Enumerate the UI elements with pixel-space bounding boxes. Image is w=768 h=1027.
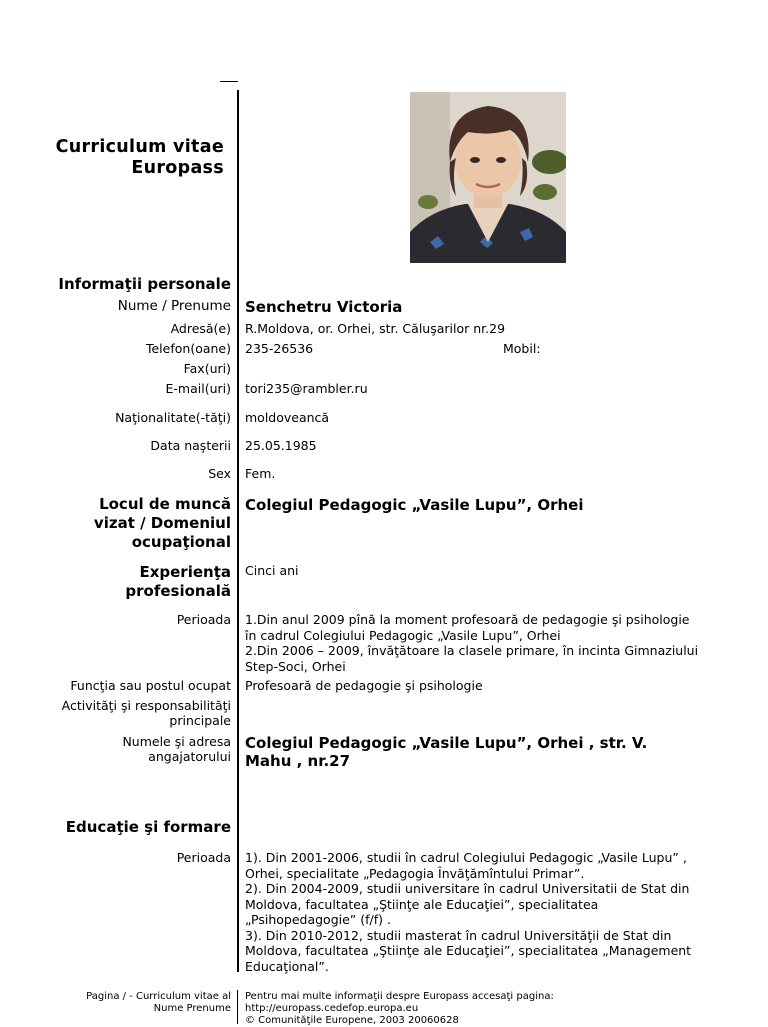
fax-label: Fax(uri) bbox=[183, 361, 231, 376]
page-title bbox=[56, 137, 224, 179]
employer-value bbox=[245, 734, 647, 770]
nationality-value: moldoveancă bbox=[245, 410, 330, 425]
experience-label-line-1: Experienţa bbox=[139, 563, 231, 581]
experience-period-line-1: 1.Din anul 2009 pînă la moment profesoară de pedagogie şi psihologie bbox=[245, 612, 690, 627]
activities-label bbox=[62, 698, 231, 728]
address-value: R.Moldova, or. Orhei, str. Căluşarilor nr.29 bbox=[245, 321, 506, 336]
education-line-4: Moldova, facultatea „Ştiinţe ale Educaţiei”, specialitatea bbox=[245, 896, 599, 912]
footer-right-line-1: Pentru mai multe informaţii despre Europass accesaţi pagina: bbox=[245, 991, 554, 1002]
education-line-1: 1). Din 2001-2006, studii în cadrul Colegiului Pedagogic „Vasile Lupu” , bbox=[245, 850, 687, 865]
job-label-line-1: Locul de muncă bbox=[99, 495, 231, 513]
experience-period-line-4: Step-Soci, Orhei bbox=[245, 658, 346, 674]
experience-period-line-3: 2.Din 2006 – 2009, învăţătoare la clasele primare, în incinta Gimnaziului bbox=[245, 643, 699, 658]
birthdate-label: Data naşterii bbox=[150, 438, 231, 453]
position-label: Funcţia sau postul ocupat bbox=[70, 678, 231, 693]
portrait-icon bbox=[410, 92, 566, 263]
name-value: Senchetru Victoria bbox=[245, 298, 403, 316]
header-dash bbox=[220, 81, 238, 82]
section-education-title: Educaţie şi formare bbox=[65, 818, 231, 836]
sex-label: Sex bbox=[208, 466, 231, 481]
employer-label-line-2: angajatorului bbox=[148, 749, 231, 764]
experience-period-text bbox=[245, 612, 725, 674]
education-line-2: Orhei, specialitate „Pedagogia Învăţămîntului Primar”. bbox=[245, 865, 585, 881]
education-line-7: Moldova, facultatea „Ştiinţe ale Educaţiei”, specialitatea „Management bbox=[245, 943, 692, 958]
job-label-line-3: ocupaţional bbox=[131, 533, 231, 551]
experience-period-line-2: în cadrul Colegiului Pedagogic „Vasile Lupu”, Orhei bbox=[245, 627, 561, 643]
footer-url-link[interactable]: http://europass.cedefop.europa.eu bbox=[245, 1003, 419, 1014]
footer-divider bbox=[237, 990, 238, 1024]
footer-left-line-2: Nume Prenume bbox=[153, 1003, 231, 1014]
position-value: Profesoară de pedagogie şi psihologie bbox=[245, 678, 483, 693]
title-line-1: Curriculum vitae bbox=[55, 137, 224, 157]
education-period-label: Perioada bbox=[176, 850, 231, 865]
title-line-2: Europass bbox=[131, 158, 224, 178]
education-period-text bbox=[245, 850, 725, 974]
job-label bbox=[94, 495, 231, 552]
employer-label bbox=[122, 734, 231, 764]
activities-label-line-2: principale bbox=[169, 713, 231, 728]
employer-label-line-1: Numele şi adresa bbox=[122, 734, 231, 749]
experience-label bbox=[125, 563, 231, 601]
education-line-3: 2). Din 2004-2009, studii universitare în cadrul Universitatii de Stat din bbox=[245, 881, 690, 896]
footer-right bbox=[245, 991, 554, 1027]
phone-value: 235-26536 bbox=[245, 341, 314, 356]
experience-period-label: Perioada bbox=[176, 612, 231, 627]
education-line-8: Educaţional”. bbox=[245, 958, 329, 974]
address-label: Adresă(e) bbox=[170, 321, 231, 336]
experience-label-line-2: profesională bbox=[125, 582, 231, 600]
sex-value: Fem. bbox=[245, 466, 276, 481]
name-label: Nume / Prenume bbox=[117, 298, 231, 314]
employer-value-line-2: Mahu , nr.27 bbox=[245, 752, 351, 770]
education-line-6: 3). Din 2010-2012, studii masterat în cadrul Universităţii de Stat din bbox=[245, 927, 672, 943]
portrait-photo bbox=[410, 92, 566, 263]
job-label-line-2: vizat / Domeniul bbox=[93, 514, 231, 532]
mobile-label: Mobil: bbox=[503, 341, 541, 356]
footer-left-line-1: Pagina / - Curriculum vitae al bbox=[86, 991, 231, 1002]
birthdate-value: 25.05.1985 bbox=[245, 438, 317, 453]
job-value: Colegiul Pedagogic „Vasile Lupu”, Orhei bbox=[245, 496, 584, 514]
column-divider bbox=[237, 90, 239, 972]
education-line-5: „Psihopedagogie” (f/f) . bbox=[245, 912, 391, 927]
email-label: E-mail(uri) bbox=[165, 381, 231, 396]
nationality-label: Naţionalitate(-tăţi) bbox=[115, 410, 231, 425]
section-personal-title: Informaţii personale bbox=[58, 275, 231, 293]
employer-value-line-1: Colegiul Pedagogic „Vasile Lupu”, Orhei , str. V. bbox=[245, 734, 648, 752]
footer-copyright: © Comunităţile Europene, 2003 20060628 bbox=[245, 1015, 459, 1026]
footer-left bbox=[86, 991, 231, 1015]
experience-value: Cinci ani bbox=[245, 563, 299, 578]
activities-label-line-1: Activităţi şi responsabilităţi bbox=[61, 698, 231, 713]
phone-label: Telefon(oane) bbox=[145, 341, 231, 356]
email-value: tori235@rambler.ru bbox=[245, 381, 368, 396]
